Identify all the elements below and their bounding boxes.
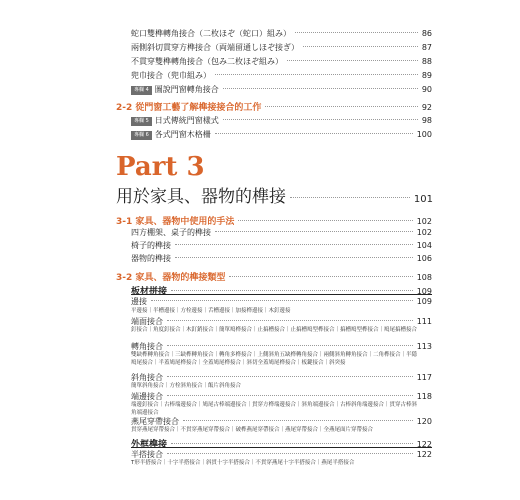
toc-entry[interactable] xyxy=(131,253,432,264)
leader-dots xyxy=(167,376,413,377)
leader-dots xyxy=(183,420,413,421)
leader-dots xyxy=(295,32,418,33)
toc-page-number: 118 xyxy=(416,392,432,401)
leader-dots xyxy=(303,46,418,47)
toc-section-2-2[interactable] xyxy=(116,100,432,113)
leader-dots xyxy=(229,276,412,277)
toc-page-number: 92 xyxy=(421,103,432,112)
toc-entry-title: 兜巾接合（兜巾組み） xyxy=(131,71,211,80)
toc-entry-title: 不貫穿雙榫轉角接合（包み二枚ほぞ組み） xyxy=(131,57,283,66)
toc-entry[interactable] xyxy=(131,56,432,67)
toc-subitems: 雙缺榫轉角接合｜三缺榫轉角接合｜轉角多榫接合｜上側斜角五缺榫轉角接合｜兩側斜角轉角接合｜二角榫接合｜半隱鳩尾接合｜半蓋鳩尾榫接合｜全蓋鳩尾榫接合｜斜切全蓋鳩尾榫接合｜板鍵接合｜斜突接 xyxy=(131,352,418,366)
toc-entry-title: 邊接 xyxy=(131,297,147,306)
toc-entry[interactable] xyxy=(131,227,432,238)
toc-page-number: 109 xyxy=(416,297,432,306)
toc-page-number: 120 xyxy=(416,417,432,426)
leader-dots xyxy=(167,395,413,396)
toc-column-entry[interactable] xyxy=(131,115,432,126)
toc-entry-title: 日式傳統門窗樣式 xyxy=(154,116,219,125)
toc-page-number: 87 xyxy=(421,43,432,52)
toc-page-number: 102 xyxy=(416,217,432,226)
toc-entry-title: 兩側斜切貫穿方榫接合（両端留通しほぞ接ぎ） xyxy=(131,43,299,52)
part-label: Part 3 xyxy=(116,152,205,182)
toc-page-number: 113 xyxy=(416,342,432,351)
toc-page-number: 117 xyxy=(416,373,432,382)
toc-entry-title: 椅子的榫接 xyxy=(131,241,171,250)
toc-page-number: 108 xyxy=(416,273,432,282)
divider xyxy=(131,447,432,448)
toc-entry-title: 各式門窗木格柵 xyxy=(154,130,211,139)
leader-dots xyxy=(175,244,413,245)
toc-column-entry[interactable] xyxy=(131,84,432,95)
toc-page-number: 106 xyxy=(416,254,432,263)
toc-page-number: 90 xyxy=(421,85,432,94)
toc-page-number: 86 xyxy=(421,29,432,38)
toc-page-number: 122 xyxy=(416,440,432,449)
toc-section-3-1[interactable] xyxy=(116,214,432,227)
leader-dots xyxy=(171,443,413,444)
leader-dots xyxy=(175,257,413,258)
toc-page-number: 101 xyxy=(413,194,433,205)
toc-subitems: 平邊接｜半槽邊接｜方栓邊接｜舌槽邊接｜加接榫邊接｜木釘邊接 xyxy=(131,308,291,314)
leader-dots xyxy=(151,300,413,301)
toc-subitems: 貫穿燕尾穿帶接合｜不貫穿燕尾穿帶接合｜破榫燕尾穿帶接合｜燕尾穿帶接合｜全燕尾面片穿帶接合 xyxy=(131,427,374,433)
divider xyxy=(131,294,432,295)
leader-dots xyxy=(215,231,413,232)
toc-column-entry[interactable] xyxy=(131,129,432,140)
leader-dots xyxy=(171,290,413,291)
toc-entry[interactable] xyxy=(131,240,432,251)
toc-section-3-2[interactable] xyxy=(116,270,432,283)
chapter-title: 用於家具、器物的榫接 xyxy=(116,187,286,207)
toc-entry[interactable] xyxy=(131,296,432,307)
toc-page-number: 89 xyxy=(421,71,432,80)
leader-dots xyxy=(215,133,413,134)
leader-dots xyxy=(287,60,418,61)
section-title: 3-2 家具、器物的榫接類型 xyxy=(116,273,226,283)
toc-entry-title: 轉角接合 xyxy=(131,342,163,351)
toc-entry-title: 端面接合 xyxy=(131,317,163,326)
leader-dots xyxy=(265,106,417,107)
toc-entry-title: 蛇口雙榫轉角接合（二枚ほぞ（蛇口）組み） xyxy=(131,29,291,38)
toc-subitems: 簡單斜角接合｜方栓斜角接合｜飯片斜角接合 xyxy=(131,383,242,389)
toc-entry-title: 外框榫接 xyxy=(131,440,168,450)
toc-entry-title: 器物的榫接 xyxy=(131,254,171,263)
section-title: 2-2 從門窗工藝了解榫接接合的工作 xyxy=(116,103,262,113)
leader-dots xyxy=(290,197,410,198)
toc-subitems: 釘接合｜角度釘接合｜木釘銷接合｜簡單鳩榫接合｜止搞槽接合｜止搞槽鳩型榫接合｜搞槽鳩型榫接合｜鳩尾搞槽接合 xyxy=(131,327,418,333)
toc-page-number: 98 xyxy=(421,116,432,125)
toc-entry[interactable] xyxy=(131,70,432,81)
toc-page-number: 100 xyxy=(416,130,432,139)
toc-entry-title: 半搭接合 xyxy=(131,450,163,459)
column-tag: 專欄 6 xyxy=(131,131,152,140)
toc-entry-title: 圖說門窗轉角接合 xyxy=(154,85,219,94)
toc-entry-title: 端邊接合 xyxy=(131,392,163,401)
leader-dots xyxy=(167,345,413,346)
leader-dots xyxy=(167,453,413,454)
column-tag: 專欄 5 xyxy=(131,117,152,126)
section-title: 3-1 家具、器物中使用的手法 xyxy=(116,217,235,227)
leader-dots xyxy=(223,119,418,120)
toc-page-number: 102 xyxy=(416,228,432,237)
toc-entry-title: 斜角接合 xyxy=(131,373,163,382)
toc-entry[interactable] xyxy=(131,42,432,53)
leader-dots xyxy=(167,320,413,321)
toc-page-number: 88 xyxy=(421,57,432,66)
toc-subitems: 端邊釘接合｜古棒端邊接合｜鳩尾古棒端邊接合｜貫穿方榫端邊接合｜斜角端邊接合｜古棒斜角端邊接合｜貫穿古棒斜角端邊接合 xyxy=(131,402,418,416)
toc-page-number: 109 xyxy=(416,287,432,296)
toc-page-number: 122 xyxy=(416,450,432,459)
leader-dots xyxy=(215,74,418,75)
toc-entry[interactable] xyxy=(131,28,432,39)
toc-subitems: T形半搭接合｜十字半搭接合｜斜貫十字半搭接合｜不貫穿燕尾十字半搭接合｜燕尾半搭接合 xyxy=(131,460,355,466)
toc-page-number: 111 xyxy=(416,317,432,326)
leader-dots xyxy=(238,220,412,221)
toc-entry-title: 燕尾穿帶接合 xyxy=(131,417,179,426)
part-chapter-entry[interactable] xyxy=(116,182,433,207)
leader-dots xyxy=(223,88,418,89)
toc-entry-title: 板材拼接 xyxy=(131,287,168,297)
column-tag: 專欄 4 xyxy=(131,86,152,95)
toc-page-number: 104 xyxy=(416,241,432,250)
toc-entry-title: 四方棚架、桌子的榫接 xyxy=(131,228,211,237)
